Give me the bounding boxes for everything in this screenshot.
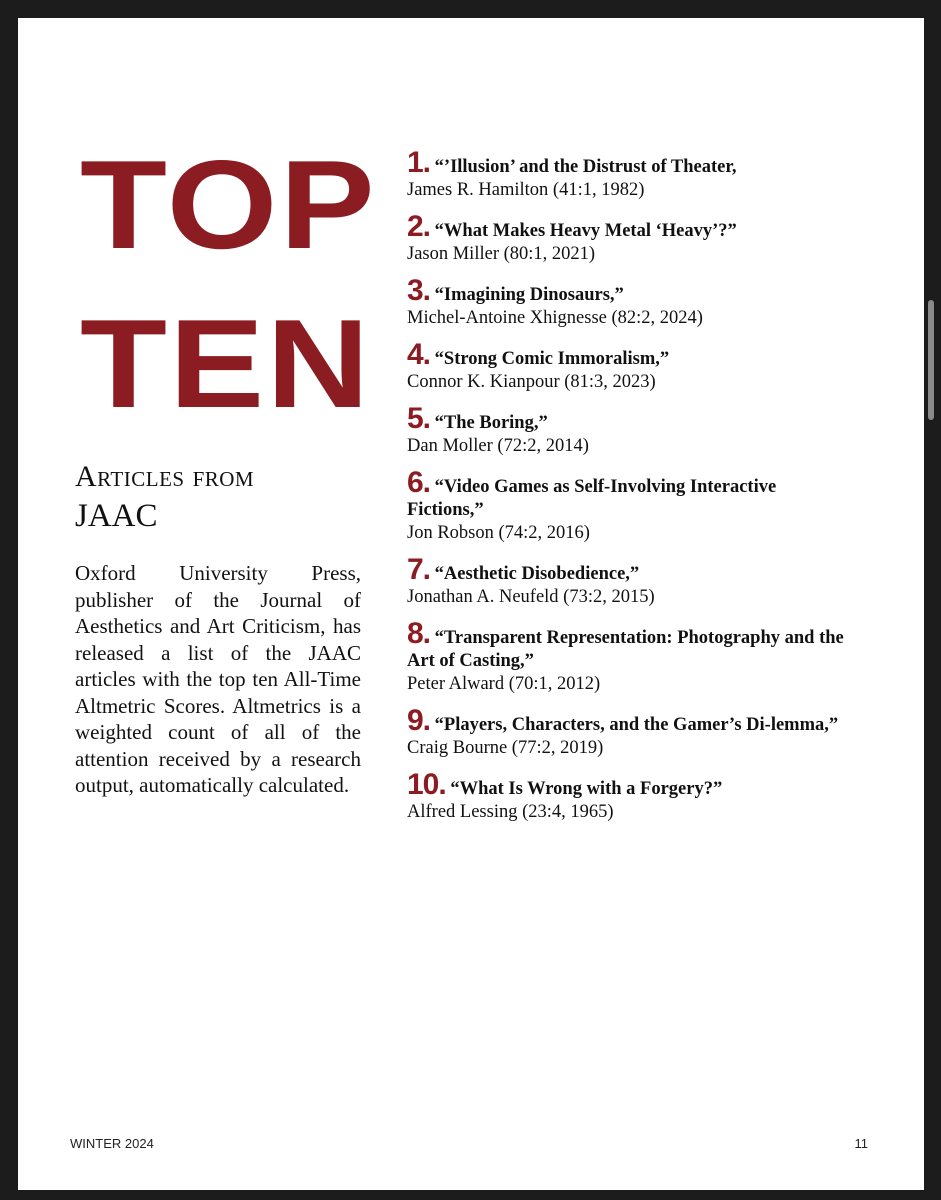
article-title: “Aesthetic Disobedience,” — [434, 564, 640, 584]
item-number: 5. — [407, 402, 431, 435]
article-author: Alfred Lessing (23:4, 1965) — [407, 802, 614, 822]
list-item — [407, 274, 847, 330]
article-author: Jon Robson (74:2, 2016) — [407, 523, 590, 543]
magazine-page — [18, 18, 924, 1190]
footer-page-number: 11 — [854, 1136, 868, 1151]
subheading-line2: JAAC — [75, 497, 158, 534]
article-author: Peter Alward (70:1, 2012) — [407, 674, 601, 694]
heading-ten: TEN — [80, 293, 372, 434]
article-author: James R. Hamilton (41:1, 1982) — [407, 180, 645, 200]
article-title: “What Is Wrong with a Forgery?” — [450, 779, 723, 799]
list-item — [407, 768, 847, 824]
article-author: Michel-Antoine Xhignesse (82:2, 2024) — [407, 308, 703, 328]
subheading — [75, 458, 254, 537]
subheading-line1: Articles from — [75, 460, 255, 493]
article-author: Connor K. Kianpour (81:3, 2023) — [407, 372, 656, 392]
article-title: “Transparent Representation: Photography and the Art of Casting,” — [407, 628, 844, 671]
item-number: 2. — [407, 210, 431, 243]
article-title: “Video Games as Self-Involving Interactive Fictions,” — [407, 477, 777, 520]
list-item — [407, 338, 847, 394]
item-number: 1. — [407, 146, 431, 179]
article-title: “What Makes Heavy Metal ‘Heavy’?” — [434, 221, 737, 241]
item-number: 8. — [407, 617, 431, 650]
list-item — [407, 704, 847, 760]
article-title: “Imagining Dinosaurs,” — [434, 285, 624, 305]
list-item — [407, 553, 847, 609]
article-title: “Strong Comic Immoralism,” — [434, 349, 670, 369]
item-number: 6. — [407, 466, 431, 499]
item-number: 10. — [407, 768, 446, 801]
article-author: Jonathan A. Neufeld (73:2, 2015) — [407, 587, 655, 607]
article-author: Craig Bourne (77:2, 2019) — [407, 738, 604, 758]
article-title: “Players, Characters, and the Gamer’s Di-lemma,” — [434, 715, 839, 735]
top-ten-list — [407, 146, 847, 838]
item-number: 9. — [407, 704, 431, 737]
article-author: Dan Moller (72:2, 2014) — [407, 436, 589, 456]
footer-issue: WINTER 2024 — [70, 1136, 154, 1151]
article-title: “The Boring,” — [434, 413, 548, 433]
description-paragraph: Oxford University Press, publisher of the Journal of Aesthetics and Art Criticism, has released a list of the JAAC articles with the top ten All-Time Altmetric Scores. Altmetrics is a weighted count of all of the attention received by a research output, automatically calculated. — [75, 561, 361, 797]
heading-top: TOP — [80, 134, 377, 275]
list-item — [407, 617, 847, 696]
item-number: 4. — [407, 338, 431, 371]
article-author: Jason Miller (80:1, 2021) — [407, 244, 596, 264]
list-item — [407, 210, 847, 266]
article-title: “’Illusion’ and the Distrust of Theater, — [434, 157, 737, 177]
scrollbar-thumb[interactable] — [928, 300, 934, 420]
list-item — [407, 466, 847, 545]
item-number: 3. — [407, 274, 431, 307]
list-item — [407, 402, 847, 458]
item-number: 7. — [407, 553, 431, 586]
list-item — [407, 146, 847, 202]
